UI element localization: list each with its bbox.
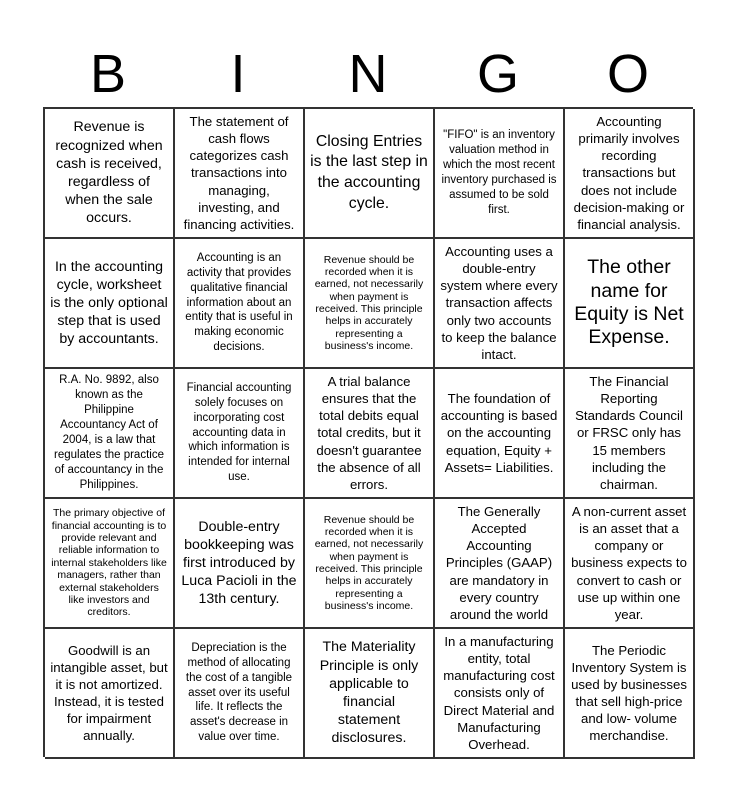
cell-text: Double-entry bookkeeping was first introduced by Luca Pacioli in the 13th century. — [181, 518, 297, 608]
bingo-cell[interactable] — [45, 499, 175, 629]
bingo-cell[interactable] — [45, 109, 175, 239]
header-letter-g: G — [476, 44, 519, 104]
cell-text: The Materiality Principle is only applicable to financial statement disclosures. — [319, 639, 419, 747]
bingo-cell[interactable] — [565, 369, 695, 499]
bingo-cell[interactable] — [175, 369, 305, 499]
cell-text: The statement of cash flows categorizes cash transactions into managing, investing, and financing activities. — [183, 113, 295, 232]
bingo-cell[interactable] — [175, 239, 305, 369]
cell-text: The Periodic Inventory System is used by businesses that sell high-price and low- volume merchandise. — [571, 642, 687, 744]
bingo-cell[interactable] — [305, 369, 435, 499]
cell-text: Accounting is an activity that provides qualitative financial information about an entity that is useful in making economic decisions. — [185, 251, 293, 354]
cell-text: The Generally Accepted Accounting Principles (GAAP) are mandatory in every country around the world — [445, 503, 553, 622]
bingo-cell[interactable] — [435, 239, 565, 369]
bingo-cell[interactable] — [435, 109, 565, 239]
cell-text: R.A. No. 9892, also known as the Philippine Accountancy Act of 2004, is a law that regulates the practice of accountancy in the Philippines. — [54, 374, 164, 491]
bingo-cell[interactable] — [45, 239, 175, 369]
bingo-cell[interactable] — [45, 369, 175, 499]
bingo-grid — [43, 107, 693, 757]
cell-text: The other name for Equity is Net Expense. — [574, 256, 684, 349]
cell-text: In a manufacturing entity, total manufacturing cost consists only of Direct Material and Manufacturing Overhead. — [443, 633, 555, 752]
cell-text: Accounting uses a double-entry system where every transaction affects only two accounts to keep the balance intact. — [440, 243, 558, 362]
cell-text: Revenue should be recorded when it is earned, not necessarily when payment is received. This principle helps in accurately representing a business's income. — [314, 513, 424, 613]
bingo-cell[interactable] — [175, 499, 305, 629]
bingo-cell[interactable] — [305, 109, 435, 239]
cell-text: The foundation of accounting is based on the accounting equation, Equity + Assets= Liabilities. — [440, 391, 558, 475]
cell-text: "FIFO" is an inventory valuation method in which the most recent inventory purchased is assumed to be sold first. — [441, 129, 557, 216]
bingo-cell[interactable] — [305, 239, 435, 369]
cell-text: Depreciation is the method of allocating the cost of a tangible asset over its useful life. It reflects the asset's decrease in value over time. — [185, 641, 293, 744]
bingo-cell[interactable] — [305, 499, 435, 629]
bingo-cell[interactable] — [175, 109, 305, 239]
cell-text: Closing Entries is the last step in the accounting cycle. — [310, 132, 428, 212]
bingo-cell[interactable] — [305, 629, 435, 759]
header-letter-n: N — [348, 44, 388, 104]
bingo-cell[interactable] — [45, 629, 175, 759]
bingo-header — [43, 40, 693, 108]
bingo-cell[interactable] — [565, 499, 695, 629]
header-letter-o: O — [606, 44, 649, 104]
cell-text: In the accounting cycle, worksheet is the only optional step that is used by accountants. — [50, 258, 168, 348]
bingo-cell[interactable] — [175, 629, 305, 759]
cell-text: Goodwill is an intangible asset, but it is not amortized. Instead, it is tested for impairment annually. — [50, 642, 168, 744]
cell-text: Accounting primarily involves recording transactions but does not include decision-making or financial analysis. — [573, 113, 685, 232]
cell-text: Financial accounting solely focuses on incorporating cost accounting data in which information is intended for internal use. — [186, 381, 292, 484]
header-letter-i: I — [230, 44, 246, 104]
cell-text: The primary objective of financial accounting is to provide relevant and reliable information to internal stakeholders like managers, rather than external stakeholders like investors and creditors. — [51, 507, 167, 619]
cell-text: Revenue should be recorded when it is earned, not necessarily when payment is received. This principle helps in accurately representing a business's income. — [314, 253, 424, 353]
bingo-cell[interactable] — [565, 239, 695, 369]
bingo-cell[interactable] — [565, 109, 695, 239]
bingo-cell[interactable] — [435, 369, 565, 499]
cell-text: A trial balance ensures that the total debits equal total credits, but it doesn't guarantee the absence of all errors. — [316, 373, 422, 492]
cell-text: The Financial Reporting Standards Council or FRSC only has 15 members including the chairman. — [575, 373, 683, 492]
bingo-cell[interactable] — [565, 629, 695, 759]
header-letter-b: B — [89, 44, 127, 104]
cell-text: A non-current asset is an asset that a company or business expects to convert to cash or use up within one year. — [571, 503, 687, 622]
bingo-cell[interactable] — [435, 629, 565, 759]
cell-text: Revenue is recognized when cash is received, regardless of when the sale occurs. — [55, 119, 163, 227]
bingo-cell[interactable] — [435, 499, 565, 629]
